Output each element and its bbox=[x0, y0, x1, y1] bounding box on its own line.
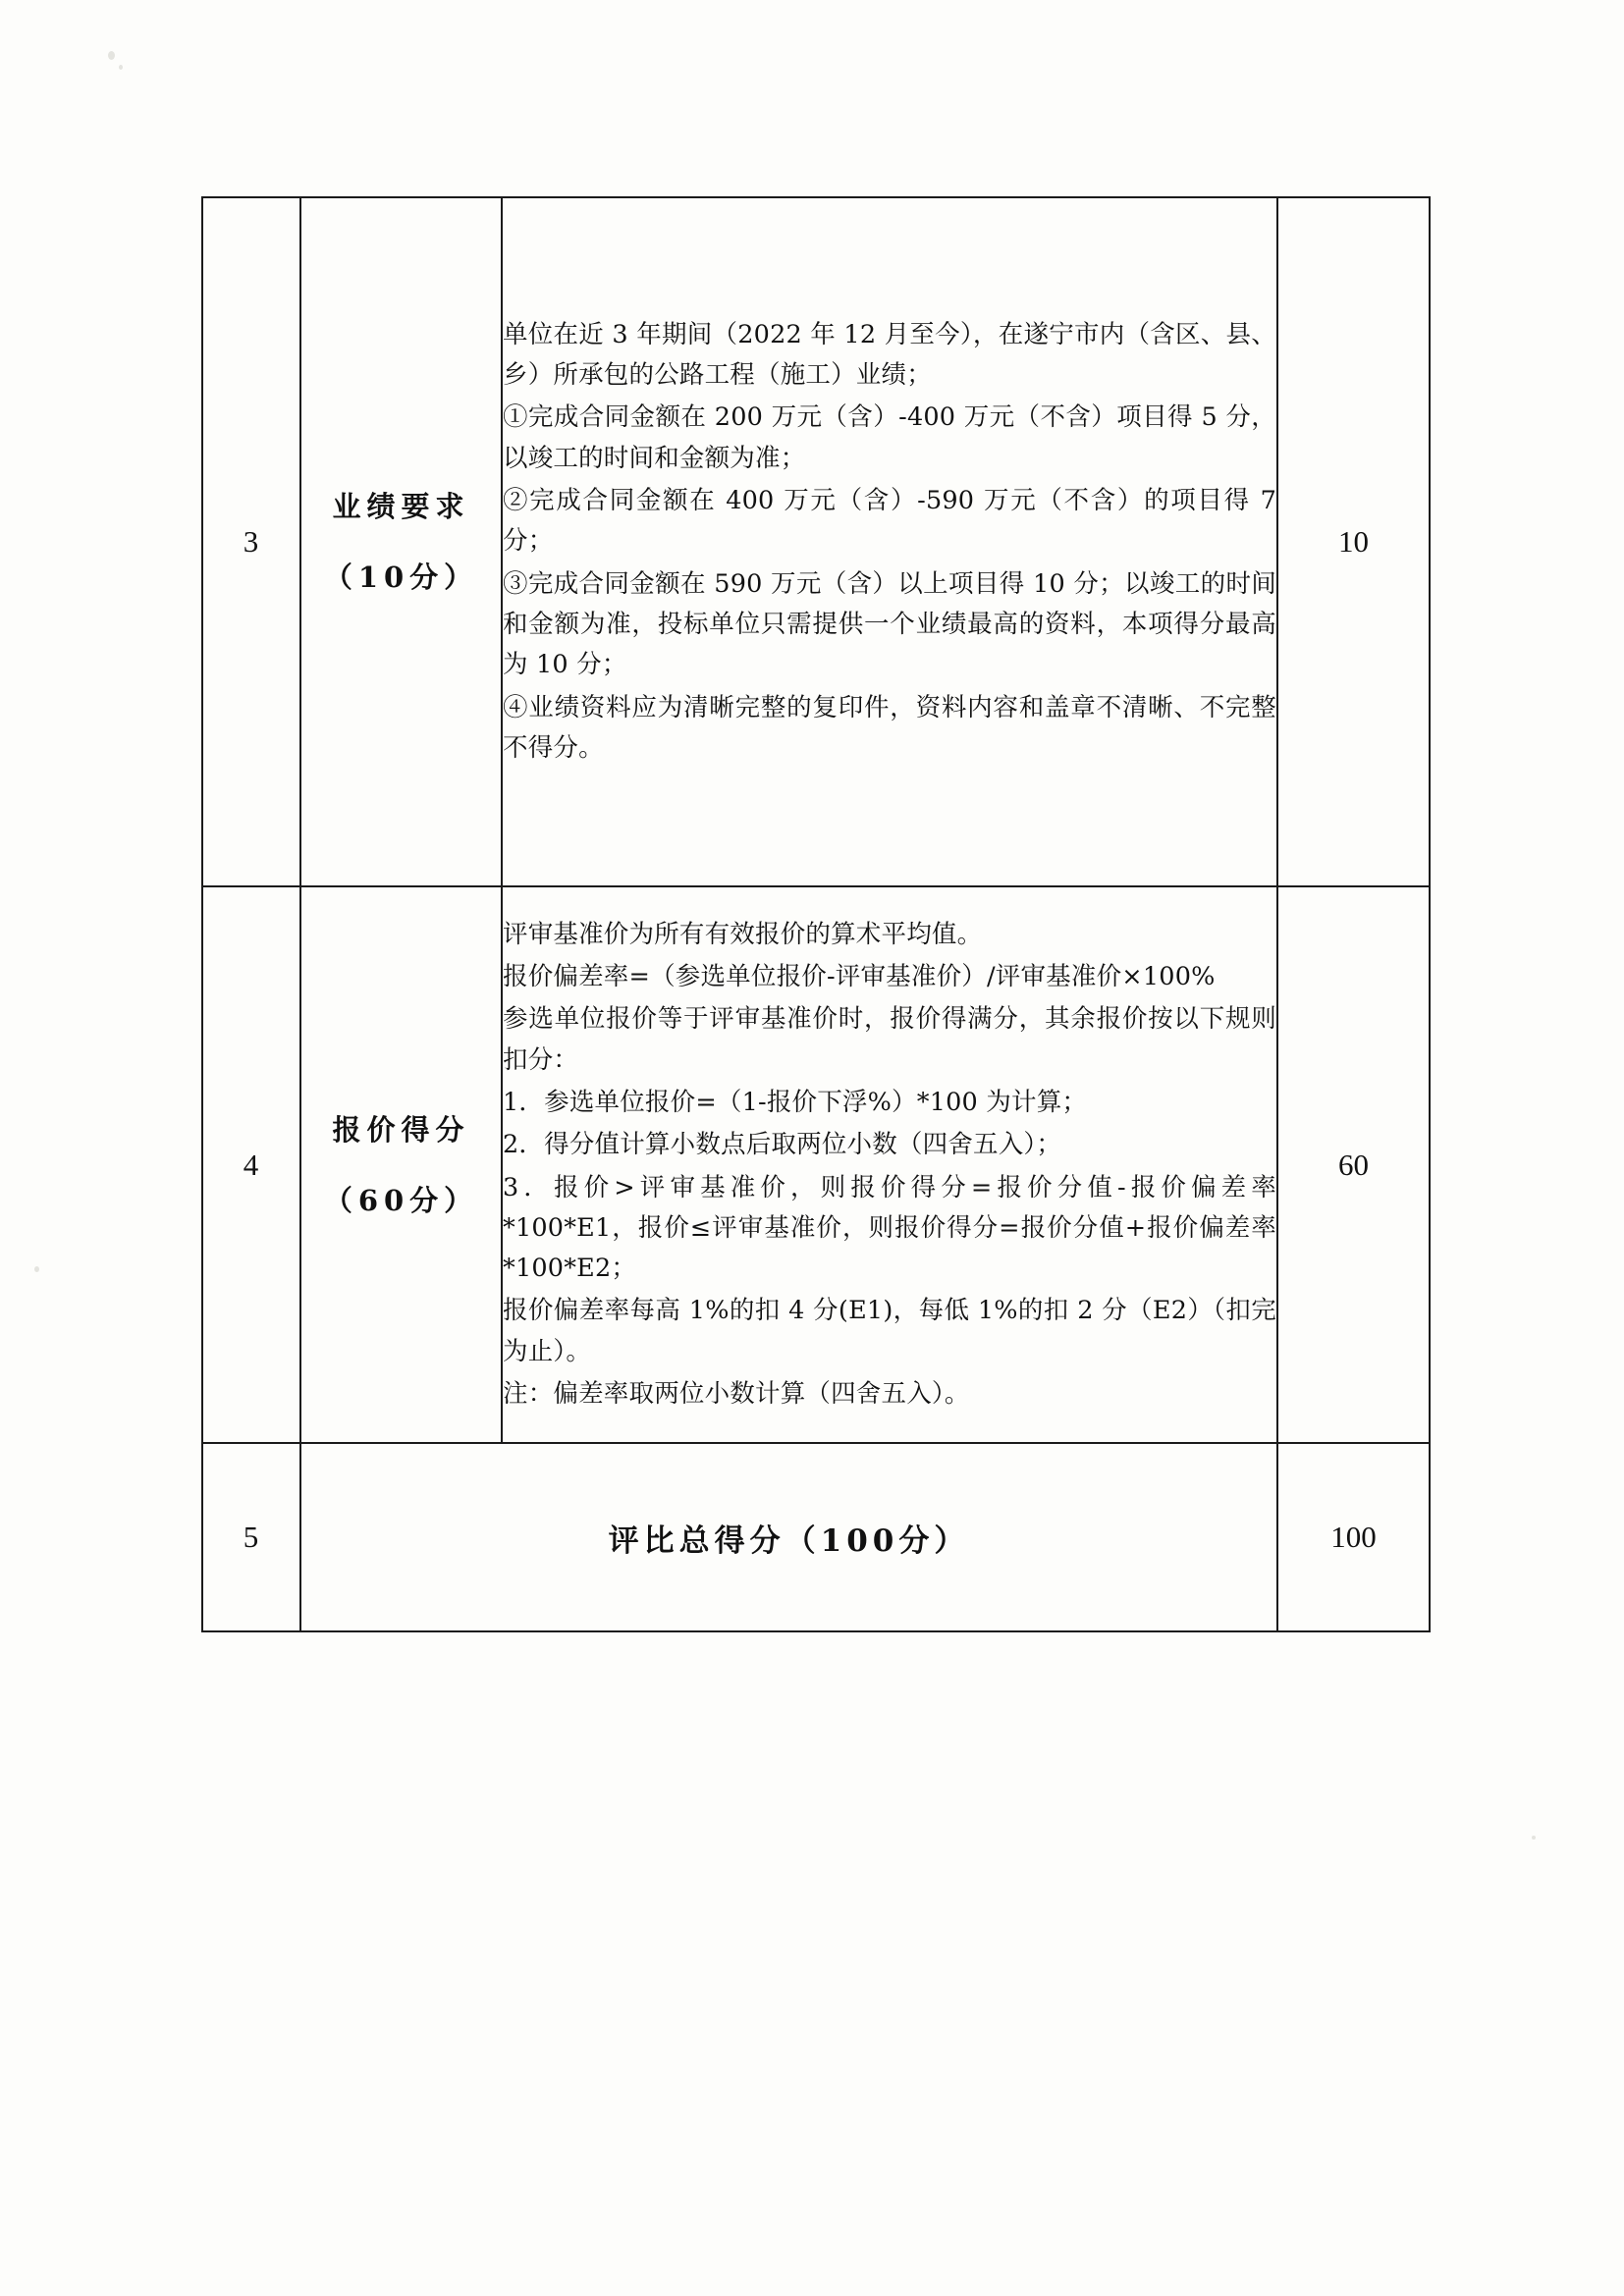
row-number: 4 bbox=[202, 886, 300, 1443]
criteria-paragraph: 2．得分值计算小数点后取两位小数（四舍五入）； bbox=[503, 1130, 1062, 1160]
row-item-name bbox=[300, 197, 502, 886]
criteria-paragraph: ②完成合同金额在 400 万元（含）-590 万元（不含）的项目得 7 分； bbox=[503, 486, 1276, 557]
scan-speck bbox=[119, 65, 123, 70]
row-number: 5 bbox=[202, 1443, 300, 1631]
criteria-paragraph: ①完成合同金额在 200 万元（含）-400 万元（不含）项目得 5 分，以竣工的时间和金额为准； bbox=[503, 402, 1276, 473]
row-criteria bbox=[502, 197, 1277, 886]
scoring-table bbox=[201, 196, 1431, 1632]
criteria-paragraph: 单位在近 3 年期间（2022 年 12 月至今），在遂宁市内（含区、县、乡）所承包的公路工程（施工）业绩； bbox=[503, 319, 1276, 391]
criteria-paragraph: 3．报价>评审基准价，则报价得分=报价分值-报价偏差率*100*E1，报价≤评审基准价，则报价得分=报价分值+报价偏差率*100*E2； bbox=[503, 1172, 1276, 1284]
table-row-total bbox=[202, 1443, 1430, 1631]
criteria-paragraph: ④业绩资料应为清晰完整的复印件，资料内容和盖章不清晰、不完整不得分。 bbox=[503, 692, 1276, 763]
criteria-paragraph: 参选单位报价等于评审基准价时，报价得满分，其余报价按以下规则扣分： bbox=[503, 1004, 1276, 1075]
total-label: 评比总得分（100分） bbox=[300, 1443, 1277, 1631]
criteria-paragraph: 报价偏差率每高 1%的扣 4 分(E1)，每低 1%的扣 2 分（E2）（扣完为止）。 bbox=[503, 1296, 1276, 1366]
scan-speck bbox=[1532, 1836, 1536, 1840]
criteria-paragraph: 1．参选单位报价=（1-报价下浮%）*100 为计算； bbox=[503, 1087, 1088, 1117]
row-item-name bbox=[300, 886, 502, 1443]
row-item-title: 报价得分 bbox=[332, 1112, 470, 1147]
table-row bbox=[202, 886, 1430, 1443]
row-item-title: 业绩要求 bbox=[332, 490, 470, 523]
criteria-paragraph: 注：偏差率取两位小数计算（四舍五入）。 bbox=[503, 1378, 970, 1409]
row-number: 3 bbox=[202, 197, 300, 886]
criteria-paragraph: 报价偏差率=（参选单位报价-评审基准价）/评审基准价×100% bbox=[503, 962, 1216, 992]
scan-speck bbox=[108, 51, 115, 60]
criteria-paragraph: 评审基准价为所有有效报价的算术平均值。 bbox=[503, 919, 983, 949]
scan-speck bbox=[34, 1266, 39, 1272]
row-criteria bbox=[502, 886, 1277, 1443]
row-score: 60 bbox=[1277, 886, 1430, 1443]
row-score: 10 bbox=[1277, 197, 1430, 886]
row-item-weight: （60分） bbox=[323, 1183, 479, 1217]
table-row bbox=[202, 197, 1430, 886]
criteria-paragraph: ③完成合同金额在 590 万元（含）以上项目得 10 分；以竣工的时间和金额为准，投标单位只需提供一个业绩最高的资料，本项得分最高为 10 分； bbox=[503, 568, 1276, 680]
row-item-weight: （10分） bbox=[323, 561, 479, 594]
row-score: 100 bbox=[1277, 1443, 1430, 1631]
